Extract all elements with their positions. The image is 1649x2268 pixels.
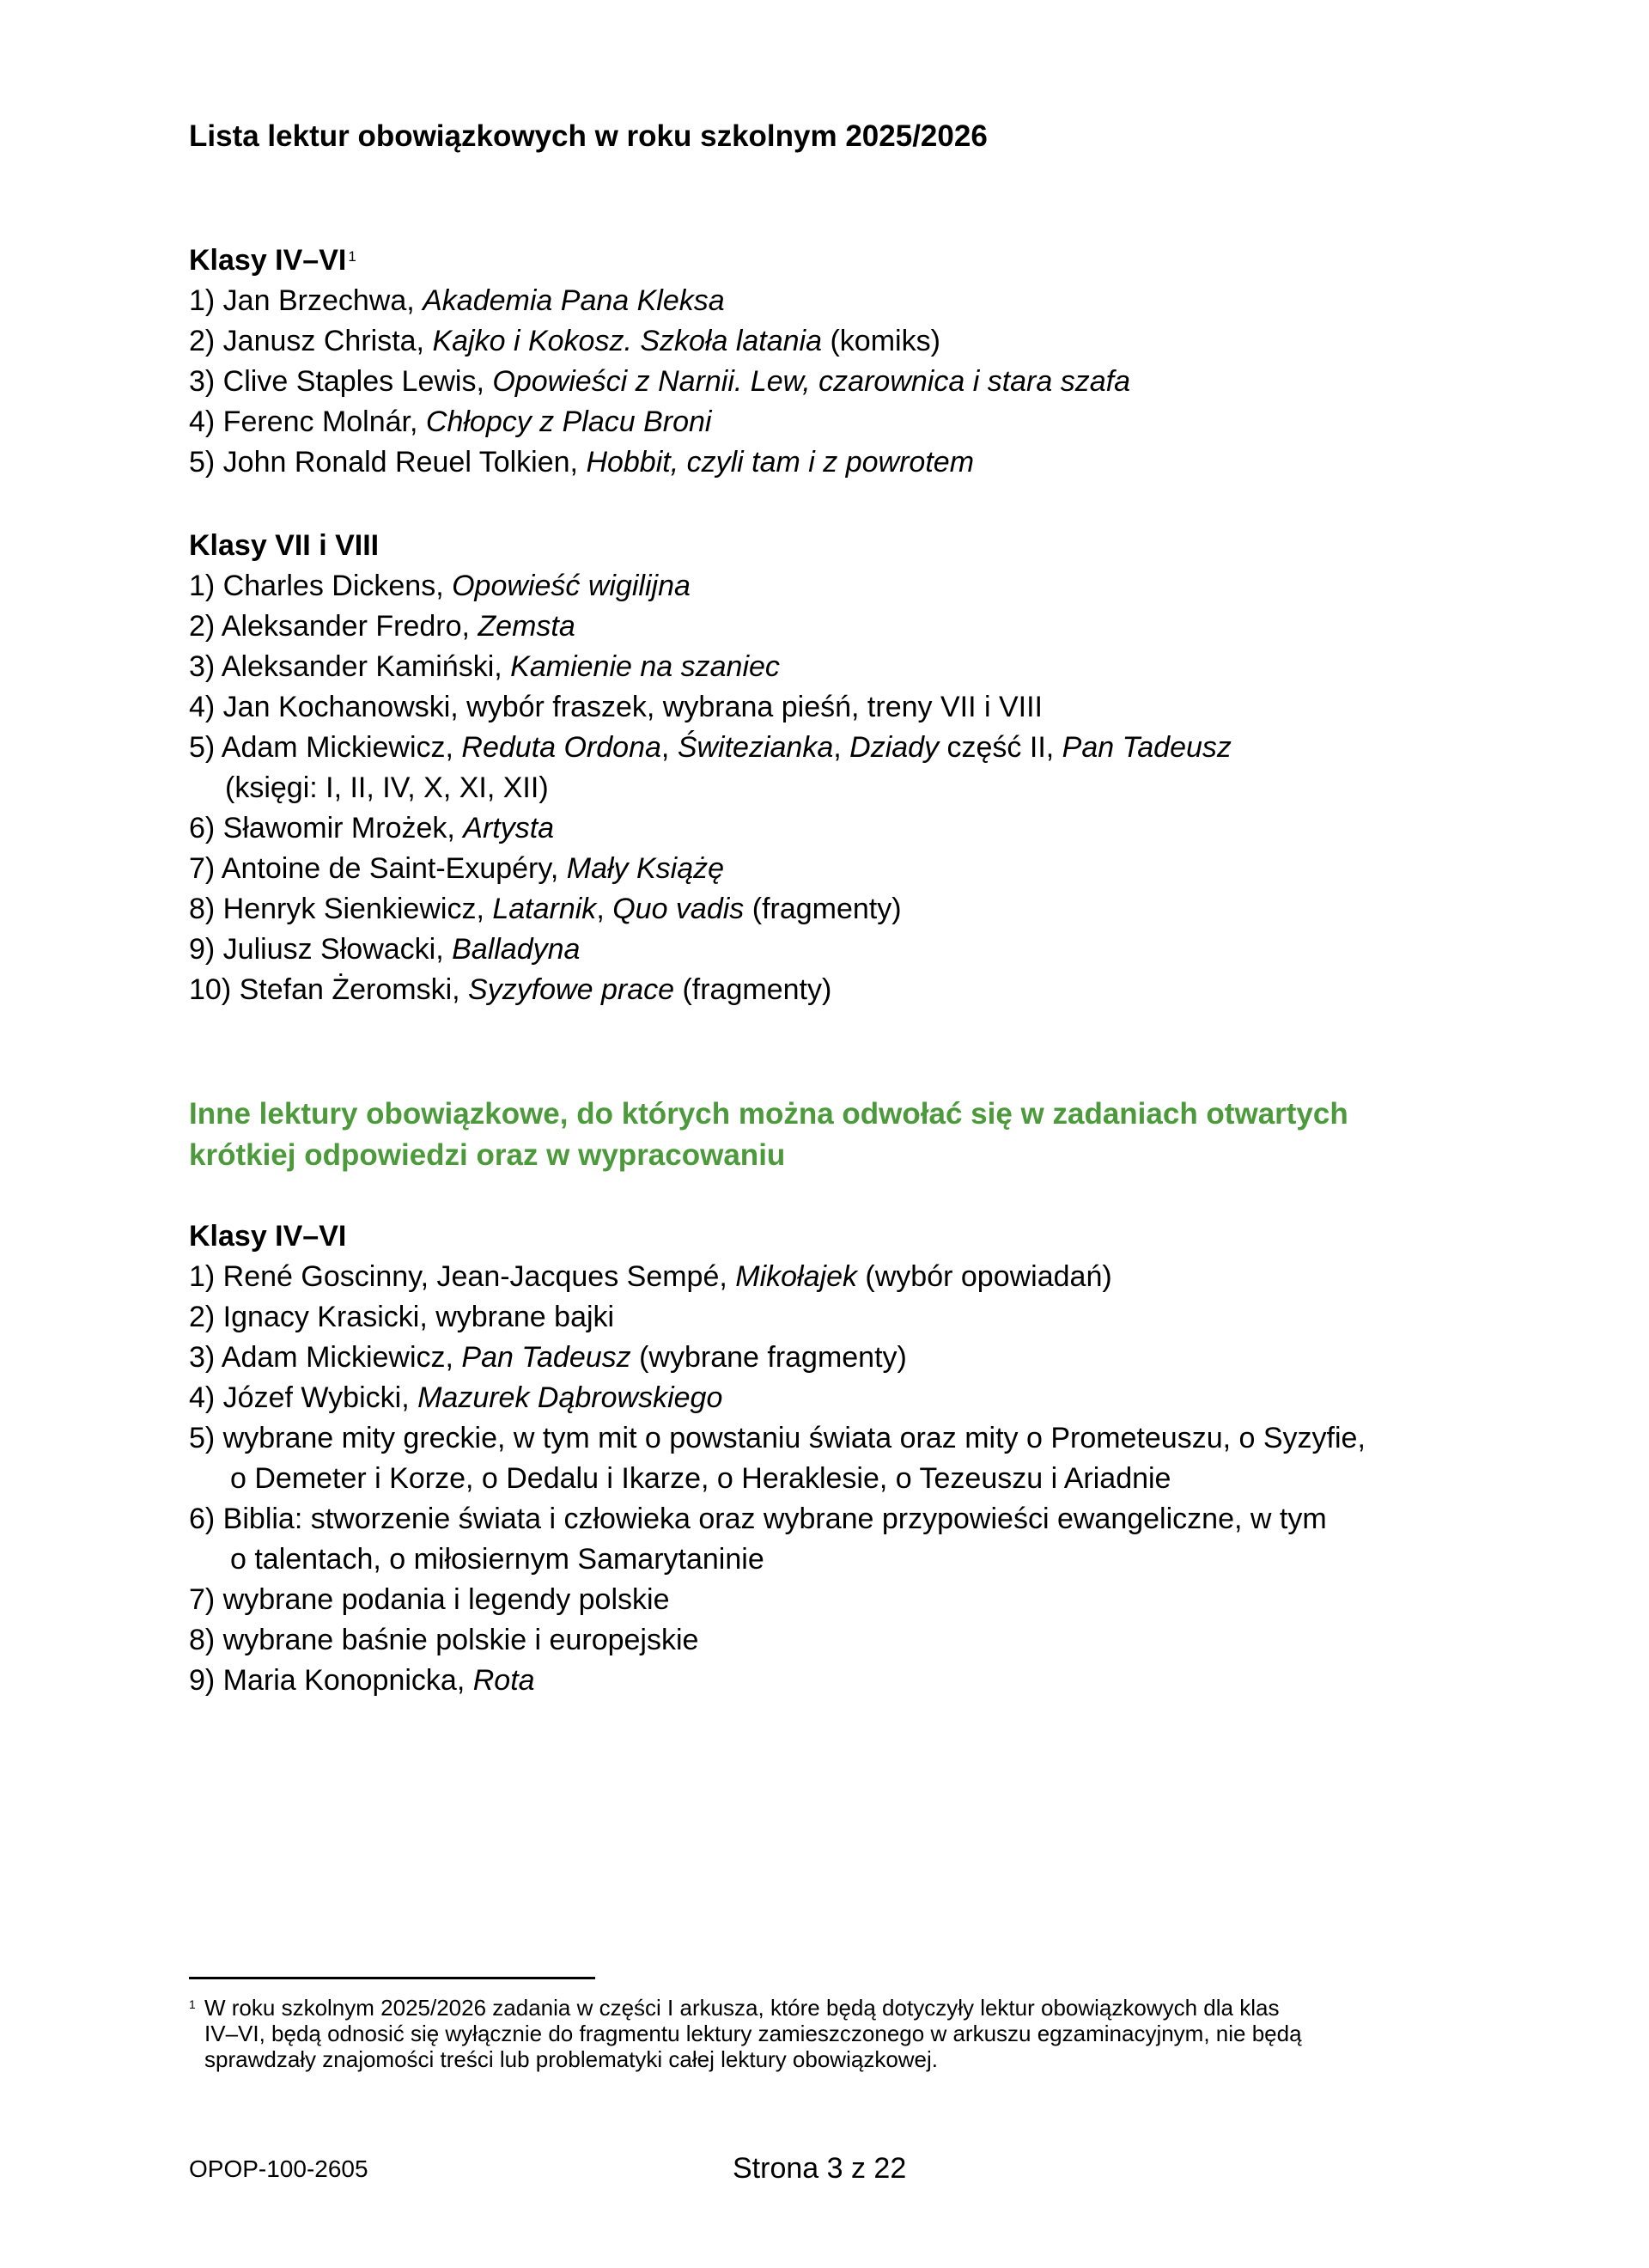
heading-text: Klasy IV–VI <box>189 244 347 277</box>
item-title: Latarnik <box>492 893 597 925</box>
list-item <box>189 970 1529 1010</box>
item-note: (fragmenty) <box>674 973 832 1006</box>
page-title: Lista lektur obowiązkowych w roku szkolnym 2025/2026 <box>189 119 988 153</box>
item-author: 3) Clive Staples Lewis, <box>189 365 493 398</box>
item-title: Zemsta <box>478 610 575 643</box>
item-title: Pan Tadeusz <box>461 1341 631 1374</box>
item-title: Chłopcy z Placu Broni <box>425 405 712 438</box>
item-title: Balladyna <box>452 933 581 966</box>
item-author: 6) Sławomir Mrożek, <box>189 812 464 844</box>
item-author: 1) Jan Brzechwa, <box>189 284 423 317</box>
list-item <box>189 1499 1529 1580</box>
heading-line: krótkiej odpowiedzi oraz w wypracowaniu <box>189 1138 786 1172</box>
item-title: Hobbit, czyli tam i z powrotem <box>586 446 975 479</box>
item-title: Dziady <box>849 731 940 764</box>
section-other-iv-vi <box>189 1216 1529 1701</box>
item-continuation: o talentach, o miłosiernym Samarytaninie <box>230 1543 764 1576</box>
item-author: 2) Janusz Christa, <box>189 325 433 357</box>
item-continuation: (księgi: I, II, IV, X, XI, XII) <box>225 771 549 804</box>
item-author: 9) Juliusz Słowacki, <box>189 933 453 966</box>
footnote-line: W roku szkolnym 2025/2026 zadania w części I arkusza, które będą dotyczyły lektur obowiązkowych dla klas <box>204 1995 1280 2021</box>
document-code: OPOP-100-2605 <box>189 2155 368 2182</box>
item-note: (fragmenty) <box>744 893 902 925</box>
item-title: Opowieści z Narnii. Lew, czarownica i stara szafa <box>492 365 1130 398</box>
item-author: 5) John Ronald Reuel Tolkien, <box>189 446 587 479</box>
item-title: Świtezianka <box>677 731 834 764</box>
item-continuation: o Demeter i Korze, o Dedalu i Ikarze, o Heraklesie, o Tezeuszu i Ariadnie <box>230 1462 1171 1495</box>
heading-line: Inne lektury obowiązkowe, do których można odwołać się w zadaniach otwartych <box>189 1097 1348 1131</box>
footnote-number: 1 <box>189 1997 196 2011</box>
item-author: 1) Charles Dickens, <box>189 570 453 602</box>
list-item: 4) Jan Kochanowski, wybór fraszek, wybrana pieśń, treny VII i VIII <box>189 691 1043 723</box>
list-item: 2) Ignacy Krasicki, wybrane bajki <box>189 1301 615 1333</box>
item-note: (wybrane fragmenty) <box>630 1341 907 1374</box>
section-required-iv-vi <box>189 240 1529 483</box>
item-title: Quo vadis <box>612 893 745 925</box>
item-author: 3) Adam Mickiewicz, <box>189 1341 462 1374</box>
item-title: Mazurek Dąbrowskiego <box>417 1381 723 1414</box>
list-item <box>189 1378 1529 1418</box>
list-item <box>189 1661 1529 1701</box>
item-author: 2) Aleksander Fredro, <box>189 610 478 643</box>
list-item: 7) wybrane podania i legendy polskie <box>189 1583 670 1616</box>
item-author: 9) Maria Konopnicka, <box>189 1664 473 1697</box>
item-text: 6) Biblia: stworzenie świata i człowieka oraz wybrane przypowieści ewangeliczne, w tym <box>189 1503 1327 1535</box>
item-author: 4) Ferenc Molnár, <box>189 405 426 438</box>
item-separator: , <box>660 731 678 764</box>
list-item <box>189 402 1529 442</box>
item-separator: , <box>596 893 613 925</box>
item-text: 5) wybrane mity greckie, w tym mit o powstaniu świata oraz mity o Prometeuszu, o Syzyfie, <box>189 1422 1366 1454</box>
item-note: (komiks) <box>822 325 940 357</box>
section-heading: Klasy IV–VI <box>189 1220 347 1253</box>
item-title: Syzyfowe prace <box>468 973 675 1006</box>
footnote-line: IV–VI, będą odnosić się wyłącznie do fragmentu lektury zamieszczonego w arkuszu egzaminacyjnym, nie będą <box>204 2021 1302 2046</box>
footnote-text <box>204 1995 1477 2072</box>
other-readings-heading <box>189 1094 1529 1176</box>
item-title: Rota <box>472 1664 535 1697</box>
item-author: 3) Aleksander Kamiński, <box>189 650 511 683</box>
item-author: 5) Adam Mickiewicz, <box>189 731 462 764</box>
footnote-separator <box>189 1977 595 1979</box>
list-item <box>189 728 1529 808</box>
list-item <box>189 849 1529 889</box>
item-title: Opowieść wigilijna <box>452 570 691 602</box>
list-item <box>189 321 1529 362</box>
item-title: Kajko i Kokosz. Szkoła latania <box>432 325 823 357</box>
list-item <box>189 442 1529 483</box>
item-title: Kamienie na szaniec <box>510 650 780 683</box>
footnote <box>189 1995 1477 2072</box>
section-heading: Klasy VII i VIII <box>189 529 380 562</box>
list-item <box>189 566 1529 607</box>
item-author: 1) René Goscinny, Jean-Jacques Sempé, <box>189 1260 736 1293</box>
footnote-line: sprawdzały znajomości treści lub problematyki całej lektury obowiązkowej. <box>204 2046 939 2072</box>
item-title: Mały Książę <box>566 852 725 885</box>
list-item <box>189 1257 1529 1297</box>
list-item <box>189 930 1529 970</box>
item-title: Pan Tadeusz <box>1062 731 1232 764</box>
item-author: 7) Antoine de Saint-Exupéry, <box>189 852 567 885</box>
item-separator: , <box>833 731 850 764</box>
list-item <box>189 889 1529 930</box>
item-author: 4) Józef Wybicki, <box>189 1381 418 1414</box>
item-title: Artysta <box>463 812 555 844</box>
page-number: Strona 3 z 22 <box>733 2152 907 2185</box>
list-item <box>189 1418 1529 1499</box>
item-title: Reduta Ordona <box>461 731 661 764</box>
list-item <box>189 281 1529 321</box>
list-item <box>189 1338 1529 1378</box>
list-item <box>189 647 1529 687</box>
item-title: Akademia Pana Kleksa <box>423 284 725 317</box>
list-item <box>189 362 1529 402</box>
item-note: część II, <box>939 731 1062 764</box>
list-item: 8) wybrane baśnie polskie i europejskie <box>189 1624 699 1656</box>
item-author: 10) Stefan Żeromski, <box>189 973 469 1006</box>
footnote-reference: 1 <box>348 248 356 265</box>
section-heading <box>189 240 1529 281</box>
item-author: 8) Henryk Sienkiewicz, <box>189 893 493 925</box>
list-item <box>189 607 1529 647</box>
section-required-vii-viii <box>189 525 1529 1010</box>
list-item <box>189 808 1529 849</box>
item-title: Mikołajek <box>735 1260 857 1293</box>
item-note: (wybór opowiadań) <box>856 1260 1112 1293</box>
